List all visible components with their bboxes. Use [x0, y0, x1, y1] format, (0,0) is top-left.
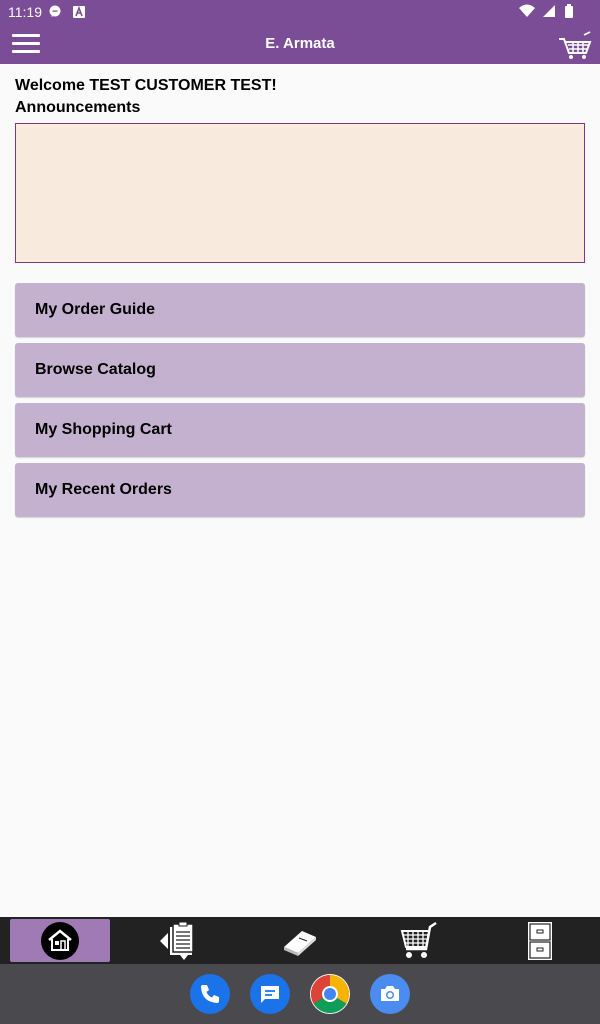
nav-tab-order-guide[interactable] — [130, 919, 230, 962]
my-recent-orders-button[interactable]: My Recent Orders — [15, 463, 585, 517]
chrome-icon[interactable] — [310, 974, 350, 1014]
announcements-box — [15, 123, 585, 263]
cart-icon — [398, 921, 442, 961]
a-badge-icon — [72, 5, 86, 19]
status-icons-right — [519, 4, 574, 23]
status-time: 11:19 — [8, 4, 42, 20]
signal-icon — [542, 4, 556, 18]
messages-icon[interactable] — [250, 974, 290, 1014]
wifi-icon — [519, 4, 535, 18]
order-guide-icon — [158, 921, 202, 961]
announcements-heading: Announcements — [15, 99, 141, 116]
my-shopping-cart-button[interactable]: My Shopping Cart — [15, 403, 585, 457]
home-icon — [40, 921, 80, 961]
file-cabinet-icon — [525, 921, 555, 961]
catalog-book-icon — [280, 921, 320, 961]
battery-icon — [564, 4, 574, 18]
nav-tab-files[interactable] — [490, 919, 590, 962]
shopping-cart-icon[interactable] — [558, 31, 592, 61]
bottom-nav — [0, 917, 600, 964]
status-icons-left — [48, 5, 86, 24]
my-order-guide-button[interactable]: My Order Guide — [15, 283, 585, 337]
nav-tab-cart[interactable] — [370, 919, 470, 962]
chat-notification-icon — [48, 5, 62, 19]
camera-icon[interactable] — [370, 974, 410, 1014]
browse-catalog-button[interactable]: Browse Catalog — [15, 343, 585, 397]
nav-tab-home[interactable] — [10, 919, 110, 962]
welcome-text: Welcome TEST CUSTOMER TEST! — [15, 77, 277, 94]
app-bar — [0, 24, 600, 64]
app-title: E. Armata — [265, 35, 335, 52]
main-menu — [15, 283, 585, 523]
nav-tab-catalog[interactable] — [250, 919, 350, 962]
status-bar — [0, 0, 600, 24]
system-dock — [0, 964, 600, 1024]
phone-icon[interactable] — [190, 974, 230, 1014]
